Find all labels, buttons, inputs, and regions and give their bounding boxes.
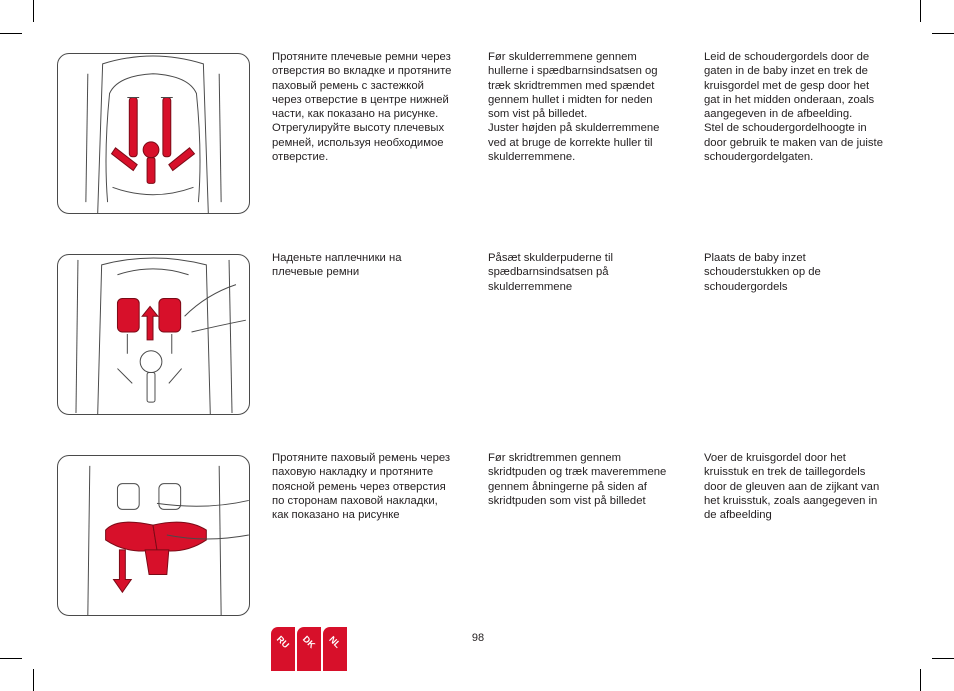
step-2-ru-text: Наденьте наплечники на плечевые ремни [272,252,402,279]
step-3-dk-text: Før skridtremmen gennem skridtpuden og træk maveremmene gennem åbningerne på siden af skridtpuden som vist på billedet [488,452,667,507]
step-1-ru-text: Протяните плечевые ремни через отверстия во вкладке и протяните паховый ремень с застежкой через отверстие в центре нижней части, как показано на рисунке. Отрегулируйте высоту плечевых ремней, используя необходимое отверстие. [272,51,452,164]
step-2-nl-text: Plaats de baby inzet schouderstukken op de schoudergordels [704,252,821,293]
crop-mark [33,669,34,691]
step-3-ru-text: Протяните паховый ремень через паховую накладку и протяните поясной ремень через отверстия по сторонам паховой накладки, как показано на рисунке [272,452,451,522]
step-1-dk-text: Før skulderremmene gennem hullerne i spædbarnsindsatsen og træk skridtremmen med spændet gennem hullet i midten for neden som vist på billedet. Juster højden på skulderremmene ved at bruge de korrekte huller til skulderremmene. [488,51,660,164]
language-label: RU [274,633,292,651]
crop-mark [920,0,921,22]
step-1-nl-text: Leid de schoudergordels door de gaten in de baby inzet en trek de kruisgordel met de gesp door het gat in het midden onderaan, zoals aangegeven in de afbeelding. Stel de schoudergordelhoogte in door gebruik te maken van de juiste schoudergordelgaten. [704,51,883,164]
language-tab-ru [271,627,295,671]
crop-mark [932,658,954,659]
illustration-crotch-pad [57,455,250,616]
crop-mark [920,669,921,691]
language-tab-dk [297,627,321,671]
illustration-shoulder-pads [57,254,250,415]
crop-mark [0,33,22,34]
page-number: 98 [471,632,485,644]
illustration-shoulder-harness [57,53,250,214]
step-2-dk-text: Påsæt skulderpuderne til spædbarnsindsatsen på skulderremmene [488,252,613,293]
language-label: DK [300,633,318,651]
crop-mark [33,0,34,22]
crop-mark [0,658,22,659]
step-3-nl-text: Voer de kruisgordel door het kruisstuk en trek de taillegordels door de gleuven aan de zijkant van het kruisstuk, zoals aangegeven in de afbeelding [704,452,880,522]
language-label: NL [327,634,343,650]
crop-mark [932,33,954,34]
language-tab-nl [323,627,347,671]
